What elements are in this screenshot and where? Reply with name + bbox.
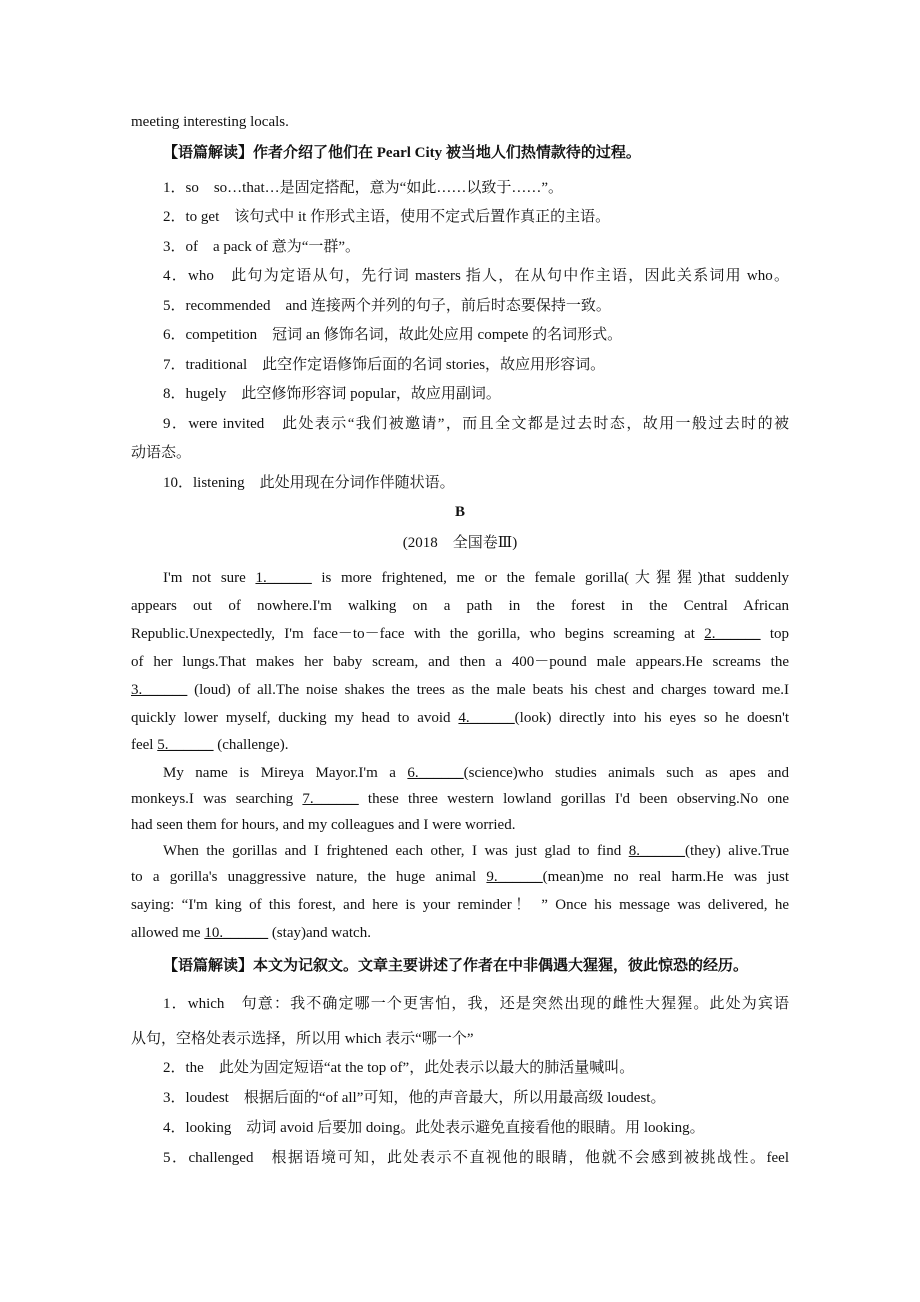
text: 8．hugely 此空修饰形容词 popular，故应用副词。 [163, 386, 501, 402]
answer [163, 354, 789, 376]
text: 5．recommended and 连接两个并列的句子，前后时态要保持一致。 [163, 298, 611, 314]
blank-7: 7.______ [302, 791, 359, 807]
blank-9: 9.______ [486, 869, 543, 885]
text: 4．looking 动词 avoid 后要加 doing。此处表示避免直接看他的眼睛。用 looking。 [163, 1120, 705, 1136]
text: 从句，空格处表示选择，所以用 which 表示“哪一个” [131, 1031, 474, 1047]
text: meeting interesting locals. [131, 114, 289, 130]
text: 1．which 句意：我不确定哪一个更害怕，我，还是突然出现的雌性大猩猩。此处为宾语 [163, 996, 789, 1012]
text: 【语篇解读】本文为记叙文。文章主要讲述了作者在中非偶遇大猩猩，彼此惊恐的经历。 [163, 958, 749, 974]
text: Republic.Unexpectedly, I'm face－to－face with the gorilla, who begins screaming at [131, 626, 705, 642]
blank-1: 1.______ [255, 570, 312, 586]
blank-4: 4.______ [458, 710, 515, 726]
text: feel [131, 737, 158, 753]
text: B [454, 504, 465, 520]
answer [163, 206, 789, 228]
answer [163, 383, 789, 405]
passage-line [131, 651, 789, 673]
passage-line [163, 567, 789, 589]
passage-line [131, 922, 789, 944]
answer [163, 1057, 789, 1079]
text: (they) alive.True [684, 843, 789, 859]
answer [163, 265, 789, 287]
text: (loud) of all.The noise shakes the trees as the male beats his chest and charges toward me.I [187, 682, 789, 698]
text: top [760, 626, 789, 642]
text: (mean)me no real harm.He was just [542, 869, 789, 885]
text: 6．competition 冠词 an 修饰名词，故此处应用 compete 的名词形式。 [163, 327, 623, 343]
text: is more frightened, me or the female gorilla(大猩猩)that suddenly [311, 570, 789, 586]
text: 7．traditional 此空作定语修饰后面的名词 stories，故应用形容词。 [163, 357, 606, 373]
text: monkeys.I was searching [131, 791, 303, 807]
answer [163, 236, 789, 258]
passage-line [131, 894, 789, 916]
text: had seen them for hours, and my colleagues and I were worried. [131, 817, 516, 833]
text: of her lungs.That makes her baby scream, and then a 400－pound male appears.He screams the [131, 654, 789, 670]
text: 10．listening 此处用现在分词作伴随状语。 [163, 475, 455, 491]
text: saying: “I'm king of this forest, and here is your reminder！ ” Once his message was delivered, he [131, 897, 789, 913]
reading-summary [163, 955, 789, 977]
text: 3．loudest 根据后面的“of all”可知，他的声音最大，所以用最高级 loudest。 [163, 1090, 666, 1106]
text: (science)who studies animals such as apes and [463, 765, 789, 781]
passage-line [131, 679, 789, 701]
passage-line [131, 866, 789, 888]
blank-2: 2.______ [704, 626, 761, 642]
passage-line [131, 814, 789, 836]
blank-6: 6.______ [407, 765, 464, 781]
answer-continued [131, 1028, 789, 1050]
text: 3．of a pack of 意为“一群”。 [163, 239, 361, 255]
answer [163, 472, 789, 494]
answer-continued [131, 442, 789, 464]
passage-line [131, 595, 789, 617]
text: 4．who 此句为定语从句，先行词 masters 指人，在从句中作主语，因此关系词用 who。 [163, 268, 789, 284]
text: (2018 全国卷Ⅲ) [402, 535, 518, 551]
text: (stay)and watch. [268, 925, 371, 941]
passage-line [131, 734, 789, 756]
answer [163, 993, 789, 1015]
blank-8: 8.______ [628, 843, 685, 859]
text: 1．so so…that…是固定搭配，意为“如此……以致于……”。 [163, 180, 563, 196]
text: My name is Mireya Mayor.I'm a [163, 765, 408, 781]
blank-5: 5.______ [157, 737, 214, 753]
text: 【语篇解读】作者介绍了他们在 Pearl City 被当地人们热情款待的过程。 [163, 145, 641, 161]
text: allowed me [131, 925, 205, 941]
reading-summary [163, 142, 789, 164]
text: quickly lower myself, ducking my head to avoid [131, 710, 459, 726]
text: 动语态。 [131, 445, 192, 461]
answer [163, 413, 789, 435]
answer [163, 1117, 789, 1139]
text: 9．were invited 此处表示“我们被邀请”，而且全文都是过去时态，故用一般过去时的被 [163, 416, 789, 432]
blank-3: 3.______ [131, 682, 188, 698]
text: appears out of nowhere.I'm walking on a path in the forest in the Central African [131, 598, 789, 614]
answer [163, 1147, 789, 1169]
text: these three western lowland gorillas I'd been observing.No one [358, 791, 789, 807]
blank-10: 10.______ [204, 925, 269, 941]
answer [163, 295, 789, 317]
passage-line [131, 788, 789, 810]
source-label [131, 532, 789, 554]
passage-line [163, 840, 789, 862]
text: I'm not sure [163, 570, 256, 586]
passage-line [131, 707, 789, 729]
passage-end [131, 111, 789, 133]
text: When the gorillas and I frightened each other, I was just glad to find [163, 843, 629, 859]
answer [163, 324, 789, 346]
passage-line [131, 623, 789, 645]
text: (look) directly into his eyes so he doesn't [514, 710, 789, 726]
answer [163, 1087, 789, 1109]
text: to a gorilla's unaggressive nature, the huge animal [131, 869, 487, 885]
text: 2．the 此处为固定短语“at the top of”，此处表示以最大的肺活量喊叫。 [163, 1060, 635, 1076]
text: 2．to get 该句式中 it 作形式主语，使用不定式后置作真正的主语。 [163, 209, 611, 225]
text: (challenge). [213, 737, 289, 753]
section-heading [131, 501, 789, 523]
passage-line [163, 762, 789, 784]
text: 5．challenged 根据语境可知，此处表示不直视他的眼睛，他就不会感到被挑战性。feel [163, 1150, 789, 1166]
answer [163, 177, 789, 199]
